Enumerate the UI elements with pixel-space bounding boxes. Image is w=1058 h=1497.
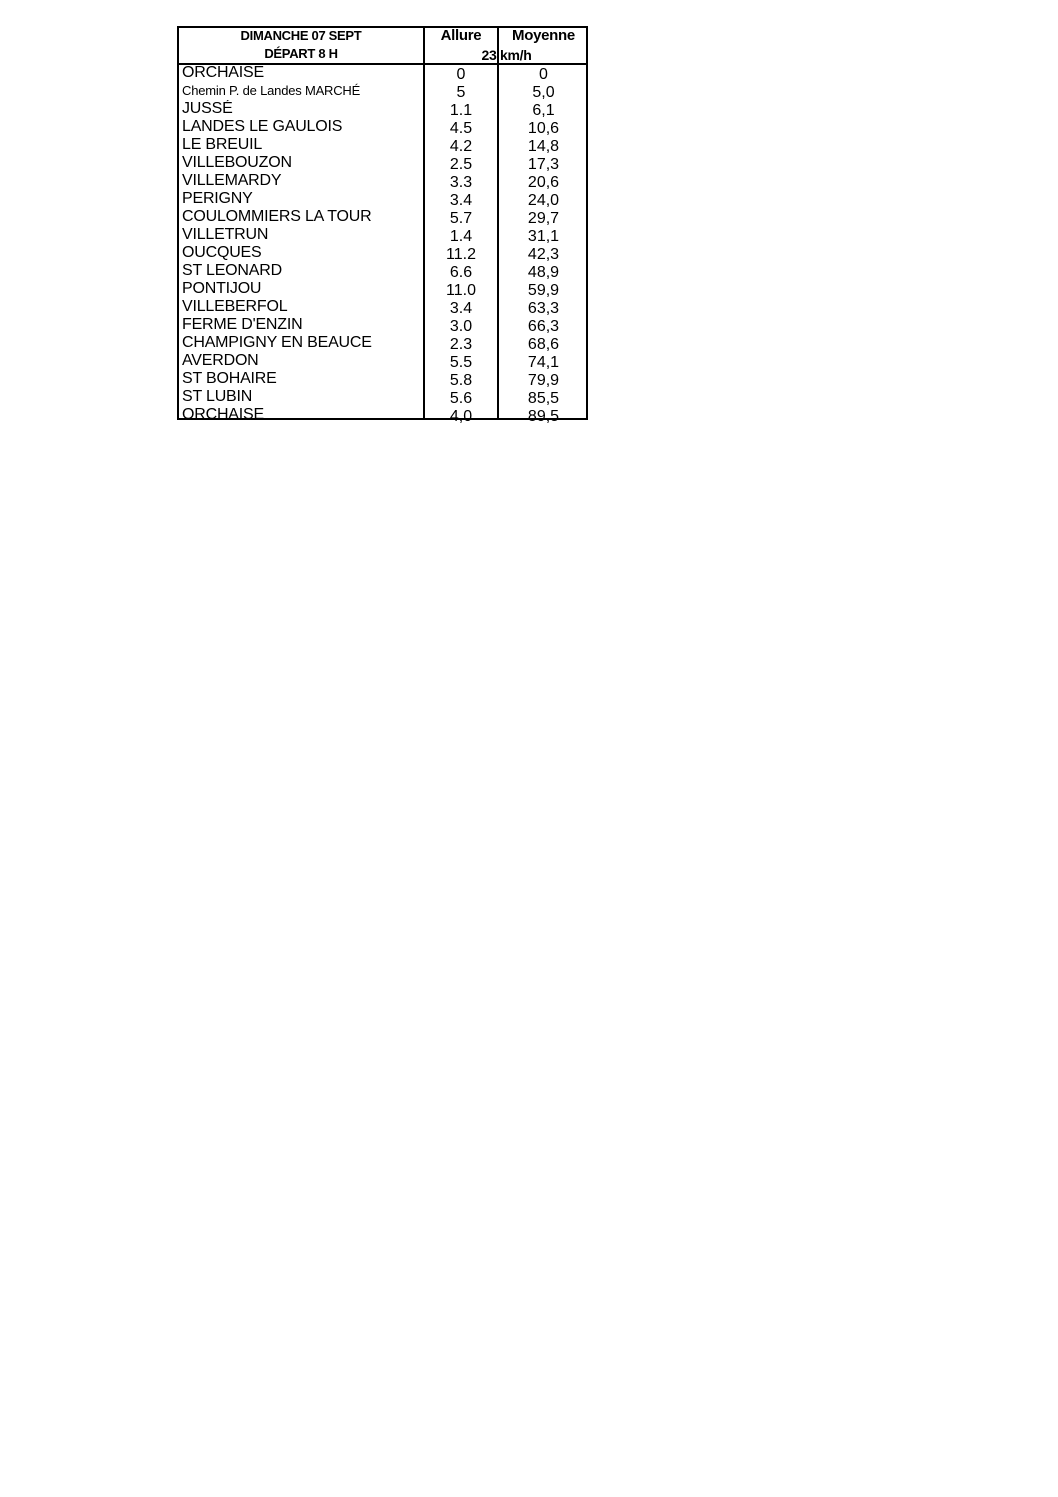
row-place: VILLEMARDY xyxy=(182,172,282,189)
header-moyenne: Moyenne xyxy=(512,27,575,44)
row-allure: 5.7 xyxy=(449,210,473,227)
row-place: VILLEBOUZON xyxy=(182,154,292,171)
row-place: AVERDON xyxy=(182,352,259,369)
row-place: LANDES LE GAULOIS xyxy=(182,118,343,135)
row-moyenne: 63,3 xyxy=(527,300,560,317)
table-row xyxy=(179,154,586,172)
row-moyenne: 74,1 xyxy=(527,354,560,371)
row-allure: 3.4 xyxy=(449,192,473,209)
table-row xyxy=(179,64,586,82)
row-moyenne: 10,6 xyxy=(527,120,560,137)
row-place: COULOMMIERS LA TOUR xyxy=(182,208,372,225)
row-place: JUSSÉ xyxy=(182,100,233,117)
row-allure: 6.6 xyxy=(449,264,473,281)
row-moyenne: 29,7 xyxy=(527,210,560,227)
row-allure: 2.3 xyxy=(449,336,473,353)
table-row xyxy=(179,244,586,262)
row-place: PONTIJOU xyxy=(182,280,262,297)
table-row xyxy=(179,100,586,118)
row-moyenne: 24,0 xyxy=(527,192,560,209)
row-allure: 1.4 xyxy=(449,228,473,245)
route-table xyxy=(177,26,588,425)
table-row xyxy=(179,190,586,208)
row-place: ST LUBIN xyxy=(182,388,253,405)
row-allure: 11.2 xyxy=(446,246,476,263)
row-moyenne: 48,9 xyxy=(527,264,560,281)
header-departure: DÉPART 8 H xyxy=(264,46,338,61)
table-row xyxy=(179,82,586,100)
row-moyenne: 5,0 xyxy=(532,84,555,101)
row-place: LE BREUIL xyxy=(182,136,263,153)
row-place: VILLETRUN xyxy=(182,226,269,243)
table-row xyxy=(179,298,586,316)
row-moyenne: 79,9 xyxy=(527,372,560,389)
row-moyenne: 0 xyxy=(539,66,548,83)
row-allure: 3.4 xyxy=(449,300,473,317)
row-allure: 0 xyxy=(456,66,466,83)
table-row xyxy=(179,334,586,352)
row-place: ST BOHAIRE xyxy=(182,370,277,387)
table-row xyxy=(179,226,586,244)
header-date: DIMANCHE 07 SEPT xyxy=(240,28,362,43)
row-moyenne: 20,6 xyxy=(527,174,560,191)
row-allure: 5.6 xyxy=(449,390,473,407)
row-allure: 2.5 xyxy=(449,156,473,173)
table-row xyxy=(179,280,586,298)
row-allure: 4.5 xyxy=(449,120,473,137)
table-row xyxy=(179,406,586,424)
table-row xyxy=(179,136,586,154)
row-allure: 4,0 xyxy=(449,408,473,425)
table-row xyxy=(179,352,586,370)
row-allure: 3.0 xyxy=(449,318,473,335)
row-place: VILLEBERFOL xyxy=(182,298,288,315)
row-place: ORCHAISE xyxy=(182,406,264,423)
row-allure: 4.2 xyxy=(449,138,473,155)
row-allure: 1.1 xyxy=(449,102,473,119)
row-moyenne: 59,9 xyxy=(527,282,560,299)
row-place: CHAMPIGNY EN BEAUCE xyxy=(182,334,372,351)
row-place: ORCHAISE xyxy=(182,64,264,81)
table-row xyxy=(179,388,586,406)
table-row xyxy=(179,262,586,280)
row-place: FERME D'ENZIN xyxy=(182,316,303,333)
row-moyenne: 66,3 xyxy=(527,318,560,335)
row-moyenne: 31,1 xyxy=(527,228,560,245)
table-row xyxy=(179,316,586,334)
row-place: PERIGNY xyxy=(182,190,253,207)
table-row xyxy=(179,370,586,388)
row-allure: 5.5 xyxy=(449,354,473,371)
row-moyenne: 14,8 xyxy=(527,138,560,155)
row-moyenne: 17,3 xyxy=(527,156,560,173)
table-row xyxy=(179,172,586,190)
row-moyenne: 85,5 xyxy=(527,390,560,407)
row-moyenne: 68,6 xyxy=(527,336,560,353)
row-place: Chemin P. de Landes MARCHÉ xyxy=(182,83,361,98)
row-allure: 5 xyxy=(456,84,466,101)
row-place: ST LEONARD xyxy=(182,262,282,279)
table-row xyxy=(179,208,586,226)
row-allure: 3.3 xyxy=(449,174,473,191)
header-speed: 23 km/h xyxy=(481,47,532,63)
row-moyenne: 6,1 xyxy=(532,102,555,119)
row-moyenne: 89,5 xyxy=(527,408,560,425)
header-allure: Allure xyxy=(440,27,482,44)
row-allure: 11.0 xyxy=(446,282,476,299)
table-row xyxy=(179,118,586,136)
row-moyenne: 42,3 xyxy=(527,246,560,263)
row-place: OUCQUES xyxy=(182,244,262,261)
row-allure: 5.8 xyxy=(449,372,473,389)
